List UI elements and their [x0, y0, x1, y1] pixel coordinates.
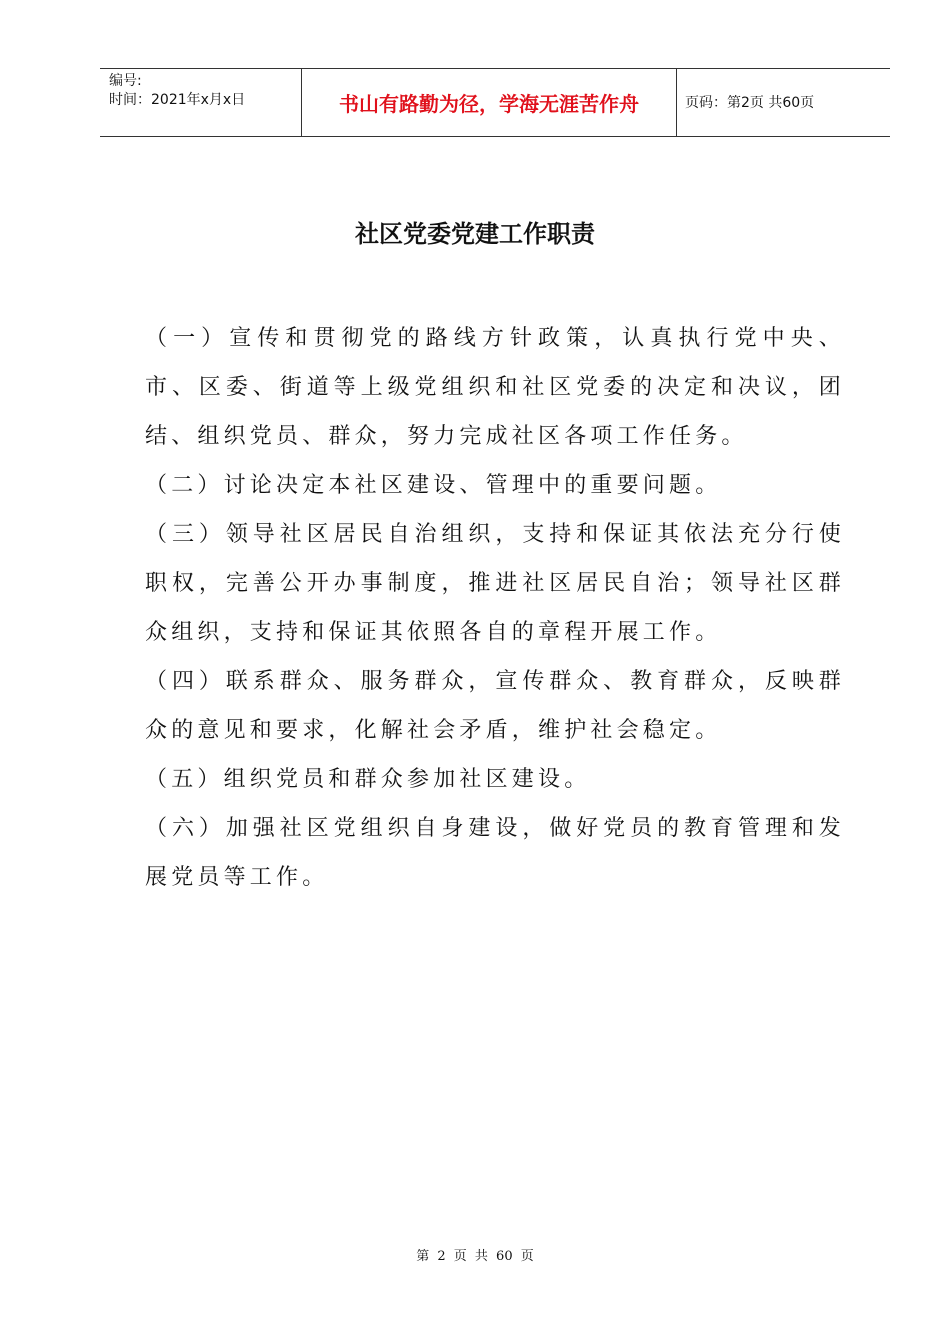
header-page-info: 页码：第2页 共60页: [685, 95, 815, 111]
paragraph-2: （二）讨论决定本社区建设、管理中的重要问题。: [145, 473, 722, 498]
document-title: 社区党委党建工作职责: [355, 219, 595, 248]
paragraph-3: （三）领导社区居民自治组织，支持和保证其依法充分行使职权，完善公开办事制度，推进社区居民自治；领导社区群众组织，支持和保证其依照各自的章程开展工作。: [145, 522, 845, 645]
paragraph-6: （六）加强社区党组织自身建设，做好党员的教育管理和发展党员等工作。: [145, 816, 845, 890]
paragraph-1: （一）宣传和贯彻党的路线方针政策，认真执行党中央、市、区委、街道等上级党组织和社区党委的决定和决议，团结、组织党员、群众，努力完成社区各项工作任务。: [145, 326, 845, 449]
page-header: [100, 68, 890, 137]
document-number-label: 编号:: [109, 73, 142, 89]
page-footer-number: 第 2 页 共 60 页: [416, 1249, 534, 1264]
paragraph-5: （五）组织党员和群众参加社区建设。: [145, 767, 591, 792]
header-motto: 书山有路勤为径，学海无涯苦作舟: [339, 92, 639, 116]
document-date-label: 时间：2021年x月x日: [109, 92, 246, 108]
paragraph-4: （四）联系群众、服务群众，宣传群众、教育群众，反映群众的意见和要求，化解社会矛盾，维护社会稳定。: [145, 669, 845, 743]
header-page-cell: [677, 69, 890, 136]
header-motto-cell: [302, 69, 677, 136]
document-body: [145, 314, 845, 902]
header-meta-cell: [100, 69, 302, 136]
